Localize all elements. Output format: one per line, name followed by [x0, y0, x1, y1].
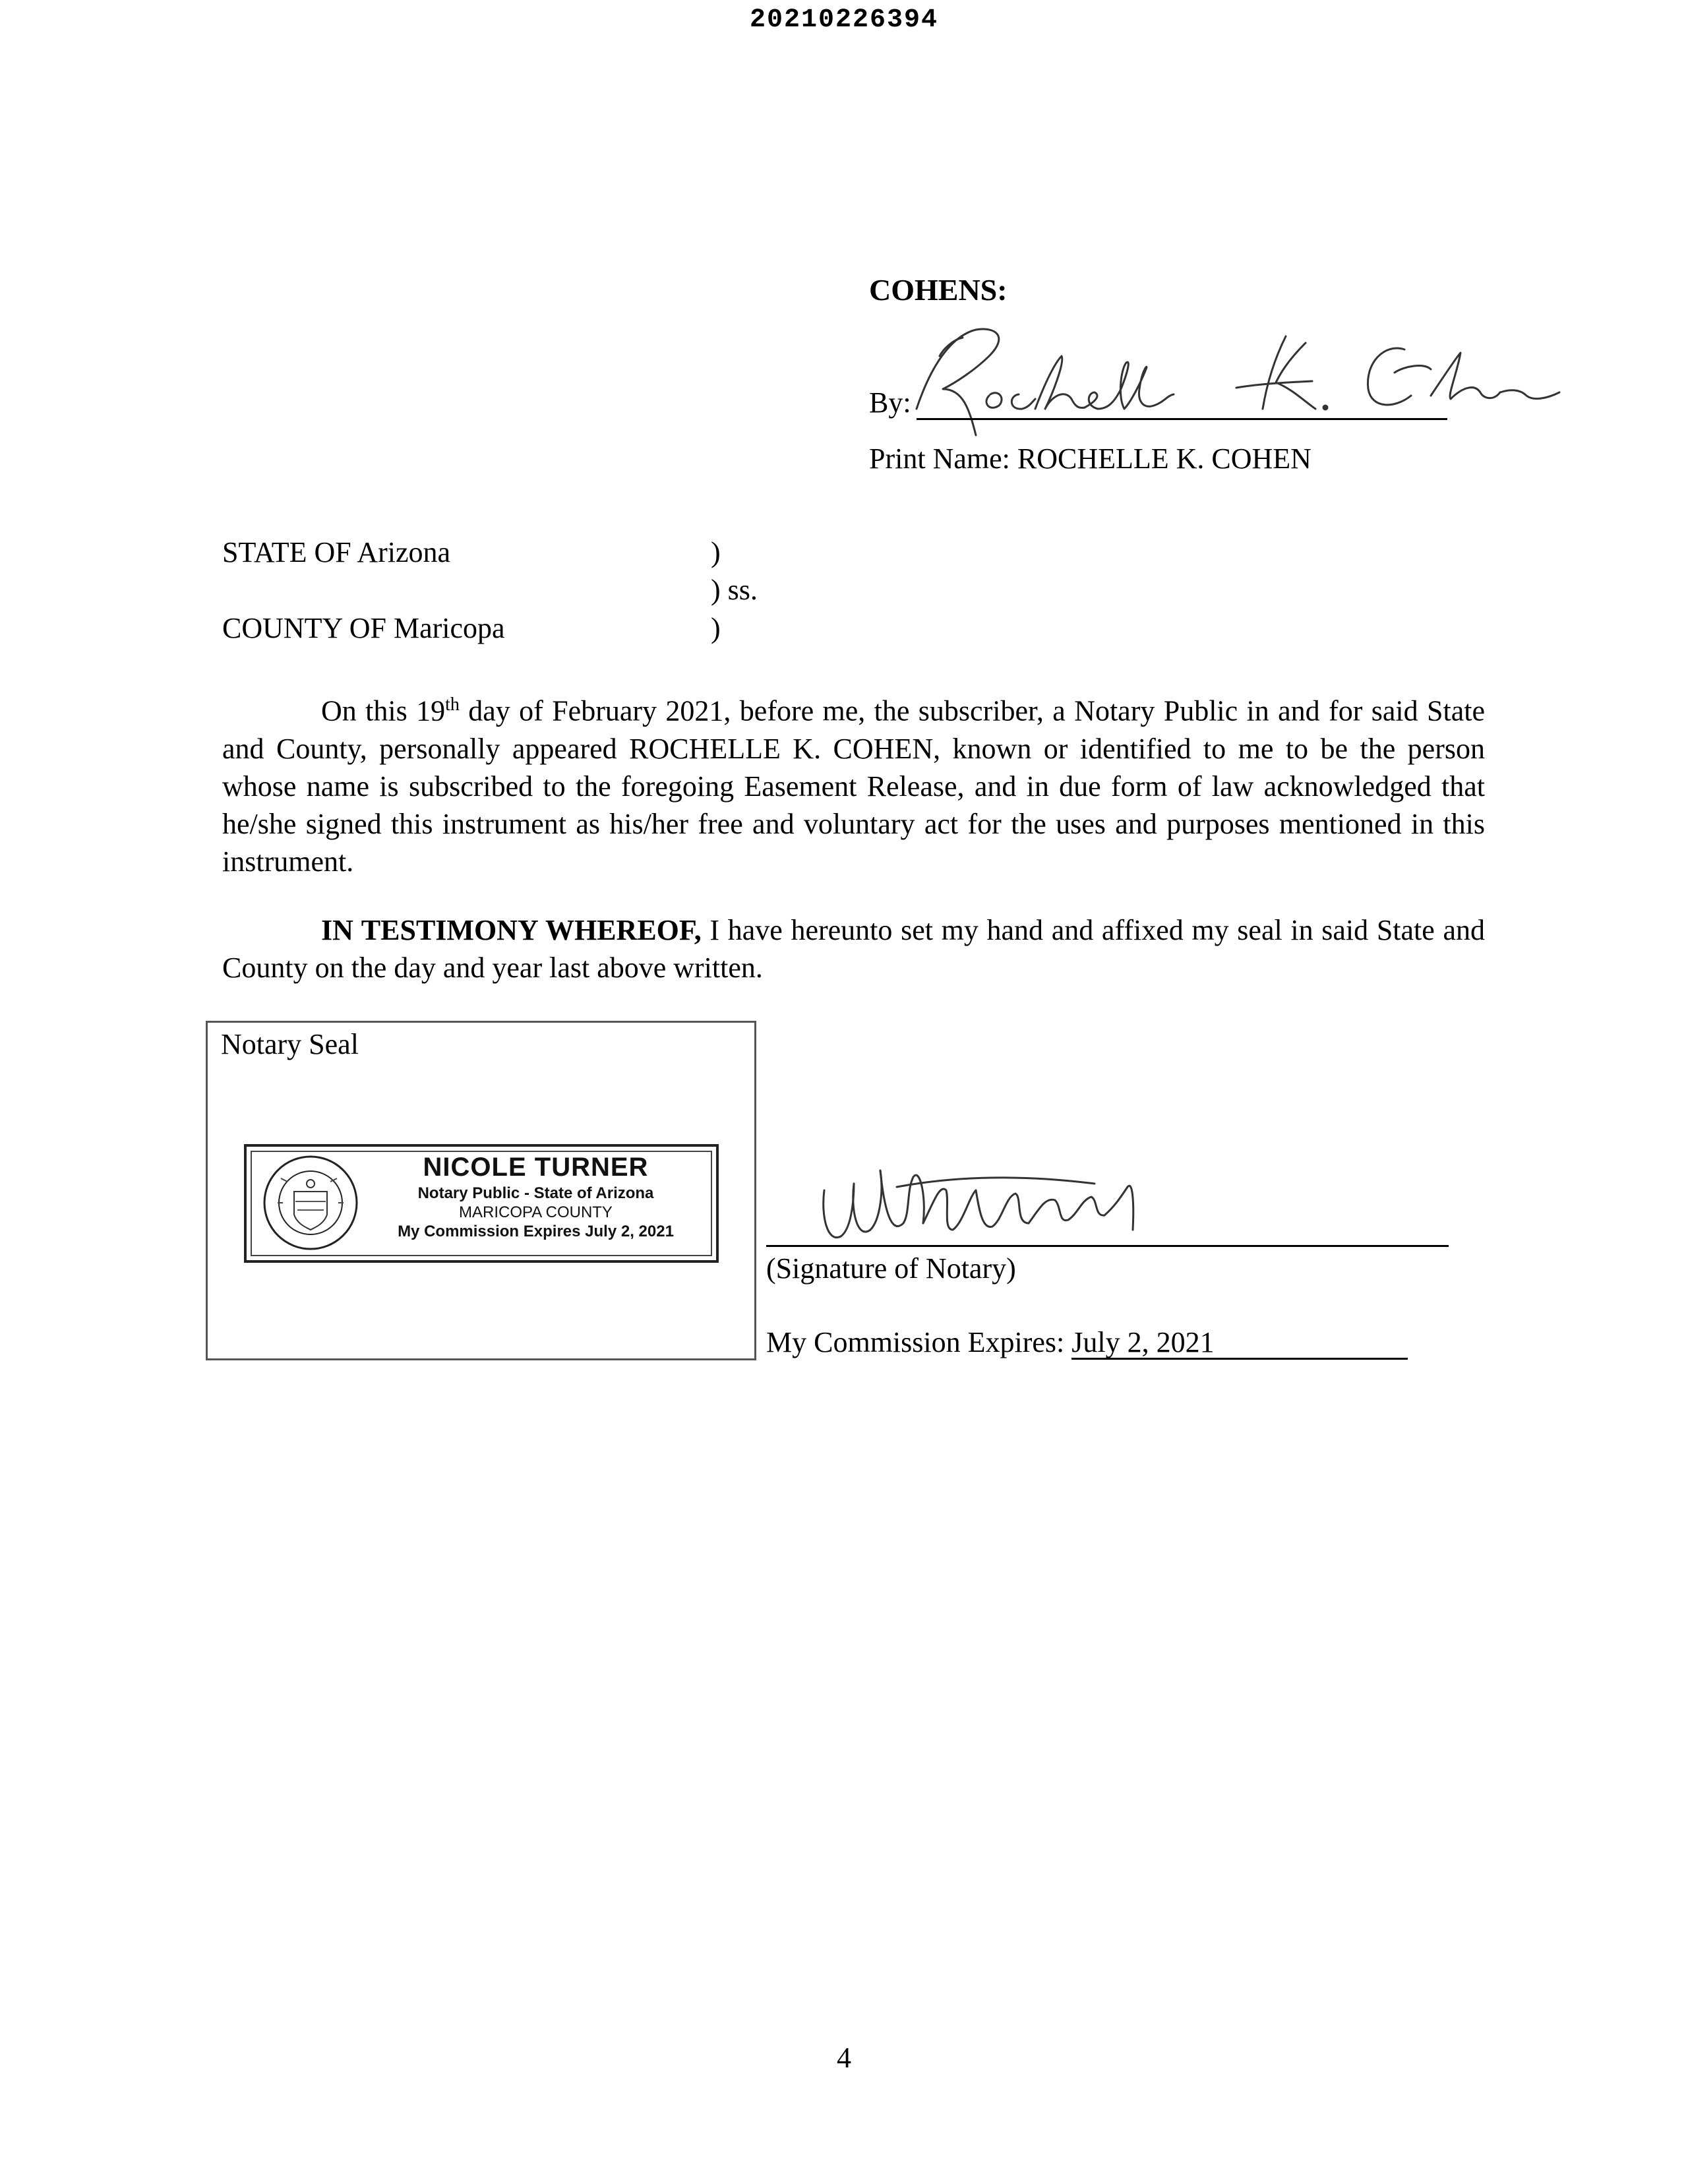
document-number: 20210226394 [749, 5, 939, 35]
acknowledgment-paragraph [222, 686, 1485, 880]
notary-signature [818, 1151, 1160, 1253]
page-number: 4 [837, 2042, 851, 2074]
notary-stamp [244, 1144, 719, 1263]
venue-paren-top: ) [711, 536, 721, 568]
venue-paren-bottom: ) [711, 612, 721, 644]
venue-state: STATE OF Arizona [222, 536, 451, 568]
testimony-heading: IN TESTIMONY WHEREOF, [321, 914, 702, 946]
venue-paren-ss: ) ss. [711, 574, 758, 606]
stamp-notary-title: Notary Public - State of Arizona [417, 1184, 654, 1202]
venue-county: COUNTY OF Maricopa [222, 612, 505, 644]
arizona-seal-icon [261, 1152, 360, 1258]
testimony-paragraph [222, 911, 1485, 986]
stamp-notary-name: NICOLE TURNER [423, 1153, 649, 1182]
ordinal-suffix: th [445, 694, 460, 715]
acknowledgment-date-start: On this 19 [321, 694, 446, 727]
signature-heading: COHENS: [869, 273, 1008, 307]
commission-expires-label: My Commission Expires: [766, 1326, 1072, 1358]
testimony-body: I have hereunto set my hand and affixed my seal in said State and County on the day and year last above written. [222, 914, 1486, 984]
stamp-county: MARICOPA COUNTY [459, 1203, 613, 1221]
acknowledgment-body: day of February 2021, before me, the subscriber, a Notary Public in and for said State and County, personally appeared ROCHELLE K. COHEN, known or identified to me to be the person whose name is subscribed to the foregoing Easement Release, and in due form of law acknowledged that he/she signed this instrument as his/her free and voluntary act for the uses and purposes mentioned in this instrument. [222, 694, 1485, 878]
notary-seal-label: Notary Seal [221, 1028, 359, 1060]
notary-signature-line [766, 1245, 1449, 1247]
by-label: By: [869, 386, 911, 419]
commission-expires-value: July 2, 2021 [1071, 1327, 1408, 1360]
print-name: Print Name: ROCHELLE K. COHEN [869, 442, 1311, 475]
signature-rochelle-cohen [903, 310, 1563, 445]
notary-signature-label: (Signature of Notary) [766, 1252, 1016, 1285]
signature-line [917, 418, 1447, 420]
stamp-expiration: My Commission Expires July 2, 2021 [398, 1223, 674, 1240]
commission-expires [766, 1325, 1408, 1360]
